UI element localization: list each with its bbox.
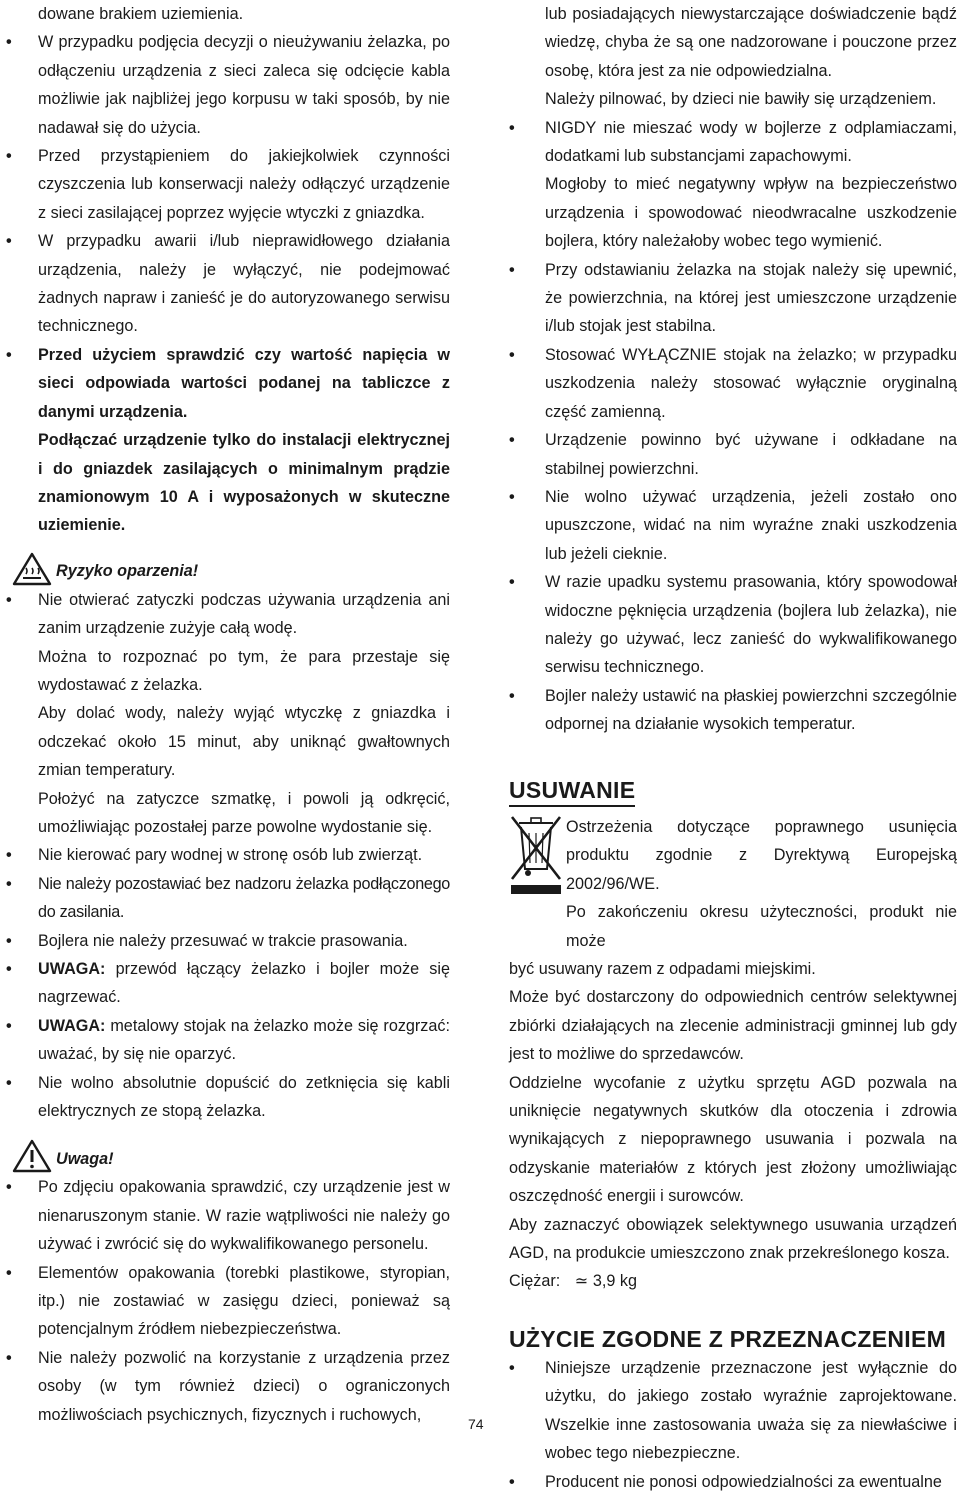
section-heading-usuwanie: USUWANIE [509,775,635,807]
caution-warning-icon [12,1139,52,1173]
bullet-icon: • [6,232,12,251]
crossed-out-wheelie-bin-icon [509,815,563,897]
list-item-text: Po zdjęciu opakowania sprawdzić, czy urządzenie jest w nienaruszonym stanie. W razie wątpliwości nie należy go używać i zwrócić się do wykwalifikowanego personelu. [38,1178,450,1254]
list-item [6,227,450,341]
paragraph-continuation: dowane brakiem uziemienia. [38,5,244,23]
list-item-text: W przypadku awarii i/lub nieprawidłowego działania urządzenia, należy je wyłączyć, nie podejmować żadnych napraw i zanieść je do autoryzowanego serwisu technicznego. [38,232,450,336]
list-item [509,1468,957,1496]
list-item [6,1069,450,1126]
page-number: 74 [468,1416,484,1432]
list-item-text: Przy odstawianiu żelazka na stojak należy się upewnić, że powierzchnia, na której jest umieszczone urządzenie i/lub stojak jest stabilna. [545,260,957,336]
list-item [509,341,957,426]
paragraph: Podłączać urządzenie tylko do instalacji elektrycznej i do gniazdek zasilających o minimalnym prądzie znamionowym 10 A i wyposażonych w skuteczne uziemienie. [38,431,450,535]
paragraph: Może być dostarczony do odpowiednich centrów selektywnej zbiórki działających na zlecenie administracji gminnej lub gdy jest to możliwe do sprzedawców. [509,988,957,1064]
list-item-text: Nie otwierać zatyczki podczas używania urządzenia ani zanim urządzenie zużyje całą wodę. [38,590,450,638]
paragraph: Położyć na zatyczce szmatkę, i powoli ją odkręcić, umożliwiając pozostałej parze powolne wydostanie się. [38,789,450,836]
list-item-text: Nie wolno używać urządzenia, jeżeli zostało ono upuszczone, widać na nim wyraźne znaki uszkodzenia lub jeżeli cieknie. [545,487,957,563]
paragraph-continuation: lub posiadających niewystarczające doświadczenie bądź wiedzę, chyba że są one nadzorowane i pouczone przez osobę, która jest za nie odpowiedzialna. [545,5,957,80]
paragraph: być usuwany razem z odpadami miejskimi. [509,960,816,978]
list-item-text: Producent nie ponosi odpowiedzialności za ewentualne [545,1472,942,1491]
bullet-icon: • [509,686,515,705]
list-item-text: Nie należy pozwolić na korzystanie z urządzenia przez osoby (w tym również dzieci) o ograniczonych możliwościach psychicznych, fizycznych i ruchowych, [38,1348,450,1424]
right-column [509,0,957,1496]
bullet-icon: • [509,1358,515,1377]
list-item-text: W przypadku podjęcia decyzji o nieużywaniu żelazka, po odłączeniu urządzenia z sieci zaleca się odcięcie kabla możliwie jak najbliżej jego korpusu w taki sposób, by nie nadawał się do użycia. [38,33,450,137]
paragraph: Mogłoby to mieć negatywny wpływ na bezpieczeństwo urządzenia i spowodować nieodwracalne uszkodzenie bojlera, który należałoby wobec tego wymienić. [545,175,957,251]
paragraph: Oddzielne wycofanie z użytku sprzętu AGD pozwala na uniknięcie negatywnych skutków dla otoczenia i zdrowia wynikających z niepoprawnego usuwania i pozwala na odzyskanie materiałów z których jest złożony umożliwiając oszczędność energii i surowców. [509,1073,957,1206]
list-item [6,142,450,227]
bullet-icon: • [509,431,515,450]
list-item [6,870,450,927]
list-item [6,1173,450,1258]
list-item [509,114,957,171]
caution-title: Uwaga! [56,1150,114,1169]
bullet-icon: • [6,1016,12,1035]
list-item [6,1344,450,1429]
list-item [6,28,450,142]
paragraph: Ostrzeżenia dotyczące poprawnego usunięcia produktu zgodnie z Dyrektywą Europejską 2002/96/WE. [566,817,957,893]
bullet-icon: • [509,345,515,364]
bullet-icon: • [6,1348,12,1367]
list-item-text: Nie kierować pary wodnej w stronę osób lub zwierząt. [38,846,423,865]
list-item-text: Bojler należy ustawić na płaskiej powierzchni szczególnie odpornej na działanie wysokich temperatur. [545,686,957,734]
bullet-icon: • [6,960,12,978]
list-item-text: przewód łączący żelazko i bojler może się nagrzewać. [38,960,451,1007]
bullet-icon: • [6,1263,12,1282]
section-heading-uzycie: UŻYCIE ZGODNE Z PRZEZNACZENIEM [509,1325,947,1352]
hot-surface-warning-icon [12,552,52,586]
approx-symbol: ≃ [574,1272,589,1291]
bullet-icon: • [6,33,12,52]
warning-label: UWAGA: [38,1016,106,1035]
bullet-icon: • [509,573,515,592]
paragraph: Po zakończeniu okresu użyteczności, produkt nie może [566,903,957,950]
list-item [6,841,450,869]
list-item [6,1259,450,1344]
list-item [509,568,957,682]
list-item-text: Nie należy pozostawiać bez nadzoru żelazka podłączonego do zasilania. [38,874,450,922]
left-column [6,0,451,1429]
caution-heading [12,1139,450,1173]
list-item [6,955,451,1012]
bullet-icon: • [509,487,515,506]
list-item-text: NIGDY nie mieszać wody w bojlerze z odplamiaczami, dodatkami lub substancjami zapachowymi. [545,118,957,166]
list-item-text: W razie upadku systemu prasowania, który spowodował widoczne pęknięcia urządzenia (bojlera lub żelazka), nie należy go używać, lecz zanieść do wykwalifikowanego serwisu technicznego. [545,573,957,677]
bullet-icon: • [6,147,12,166]
bullet-icon: • [509,118,515,137]
warning-label: UWAGA: [38,960,106,978]
list-item-text: Niniejsze urządzenie przeznaczone jest wyłącznie do użytku, do jakiego zostało wyraźnie zaprojektowane. Wszelkie inne zastosowania uważa się za niewłaściwe i wobec tego niebezpieczne. [545,1358,957,1463]
list-item [6,927,450,955]
list-item-text: metalowy stojak na żelazko może się rozgrzać: uważać, by się nie oparzyć. [38,1016,450,1064]
bullet-icon: • [509,1472,515,1491]
list-item-text: Stosować WYŁĄCZNIE stojak na żelazko; w przypadku uszkodzenia należy stosować wyłącznie oryginalną część zamienną. [545,345,957,421]
list-item-text: Nie wolno absolutnie dopuścić do zetknięcia się kabli elektrycznych ze stopą żelazka. [38,1073,450,1121]
list-item [6,586,450,643]
paragraph: Można to rozpoznać po tym, że para przestaje się wydostawać z żelazka. [38,647,450,694]
paragraph: Aby zaznaczyć obowiązek selektywnego usuwania urządzeń AGD, na produkcie umieszczono znak przekreślonego kosza. [509,1215,957,1263]
list-item [6,1012,450,1069]
weee-block [509,813,957,983]
list-item-text: Bojlera nie należy przesuwać w trakcie prasowania. [38,931,408,950]
bullet-icon: • [6,1073,12,1092]
list-item-text: Przed użyciem sprawdzić czy wartość napięcia w sieci odpowiada wartości podanej na tabliczce z danymi urządzenia. [38,345,450,421]
bullet-icon: • [6,931,12,950]
list-item [509,256,957,341]
list-item [509,426,957,483]
weight-line [509,1267,957,1295]
bullet-icon: • [6,1178,12,1197]
weight-value: 3,9 kg [592,1272,637,1291]
list-item-text: Urządzenie powinno być używane i odkładane na stabilnej powierzchni. [545,431,957,478]
list-item [509,483,957,568]
list-item [509,1354,957,1468]
paragraph: Należy pilnować, by dzieci nie bawiły się urządzeniem. [545,90,937,109]
bullet-icon: • [6,874,12,893]
list-item [509,682,957,739]
bullet-icon: • [6,846,12,865]
list-item-text: Elementów opakowania (torebki plastikowe, styropian, itp.) nie zostawiać w zasięgu dzieci, ponieważ są potencjalnym źródłem niebezpieczeństwa. [38,1263,450,1339]
weight-label: Ciężar: [509,1272,561,1291]
bullet-icon: • [6,345,12,364]
burn-warning-heading [12,552,450,586]
burn-warning-title: Ryzyko oparzenia! [56,562,199,581]
paragraph: Aby dolać wody, należy wyjąć wtyczkę z gniazdka i odczekać około 15 minut, aby uniknąć gwałtownych zmian temperatury. [38,704,450,780]
list-item-text: Przed przystąpieniem do jakiejkolwiek czynności czyszczenia lub konserwacji należy odłączyć urządzenie z sieci zasilającej poprzez wyjęcie wtyczki z gniazdka. [38,147,450,222]
bullet-icon: • [6,590,12,609]
bullet-icon: • [509,260,515,279]
list-item [6,341,450,426]
